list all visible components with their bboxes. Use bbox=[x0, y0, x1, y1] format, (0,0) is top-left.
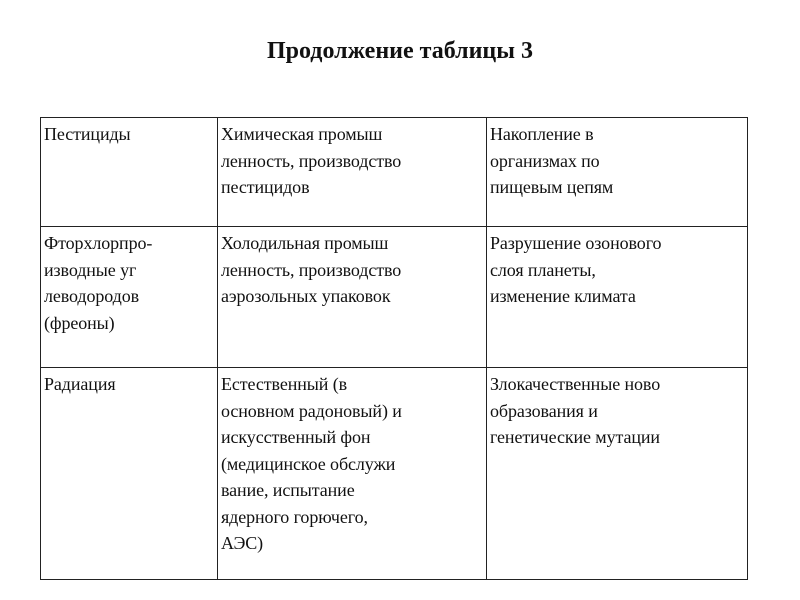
effect-cell bbox=[487, 368, 748, 580]
cell-line: генетические мутации bbox=[490, 427, 660, 447]
cell-line: ленность, производство bbox=[221, 259, 402, 280]
cell-line: Холодильная промыш bbox=[221, 233, 389, 253]
table-row bbox=[41, 118, 748, 227]
cell-line: АЭС) bbox=[221, 533, 264, 553]
cell-line: Разрушение озонового bbox=[490, 233, 662, 253]
cell-line: Накопление в bbox=[490, 124, 594, 144]
source-cell bbox=[218, 118, 487, 227]
cell-line: леводородов bbox=[44, 286, 140, 306]
cell-line: изменение климата bbox=[490, 286, 636, 306]
pollutants-table bbox=[40, 117, 748, 580]
cell-line: вание, испытание bbox=[221, 480, 355, 500]
cell-line: Радиация bbox=[44, 374, 116, 394]
cell-line: искусственный фон bbox=[221, 427, 371, 447]
table-row bbox=[41, 368, 748, 580]
cell-line: пестицидов bbox=[221, 177, 310, 197]
page-title: Продолжение таблицы 3 bbox=[266, 38, 533, 64]
cell-line: (фреоны) bbox=[44, 312, 115, 333]
pollutant-cell bbox=[41, 368, 218, 580]
table-row bbox=[41, 227, 748, 368]
cell-line: пищевым цепям bbox=[490, 177, 614, 197]
cell-line: Естественный (в bbox=[221, 374, 348, 394]
cell-line: ленность, производство bbox=[221, 150, 402, 171]
cell-line: (медицинское обслужи bbox=[221, 453, 396, 474]
cell-line: Пестициды bbox=[44, 124, 131, 144]
cell-line: изводные уг bbox=[44, 259, 137, 280]
cell-line: Фторхлорпро- bbox=[44, 233, 153, 253]
cell-line: Злокачественные ново bbox=[490, 374, 661, 394]
effect-cell bbox=[487, 118, 748, 227]
pollutant-cell bbox=[41, 118, 218, 227]
pollutant-cell bbox=[41, 227, 218, 368]
cell-line: образования и bbox=[490, 400, 598, 421]
cell-line: ядерного горючего, bbox=[221, 506, 368, 527]
cell-line: основном радоновый) и bbox=[221, 400, 402, 421]
cell-line: аэрозольных упаковок bbox=[221, 286, 391, 306]
cell-line: слоя планеты, bbox=[490, 259, 596, 280]
cell-line: Химическая промыш bbox=[221, 124, 383, 144]
source-cell bbox=[218, 227, 487, 368]
source-cell bbox=[218, 368, 487, 580]
effect-cell bbox=[487, 227, 748, 368]
cell-line: организмах по bbox=[490, 150, 600, 171]
